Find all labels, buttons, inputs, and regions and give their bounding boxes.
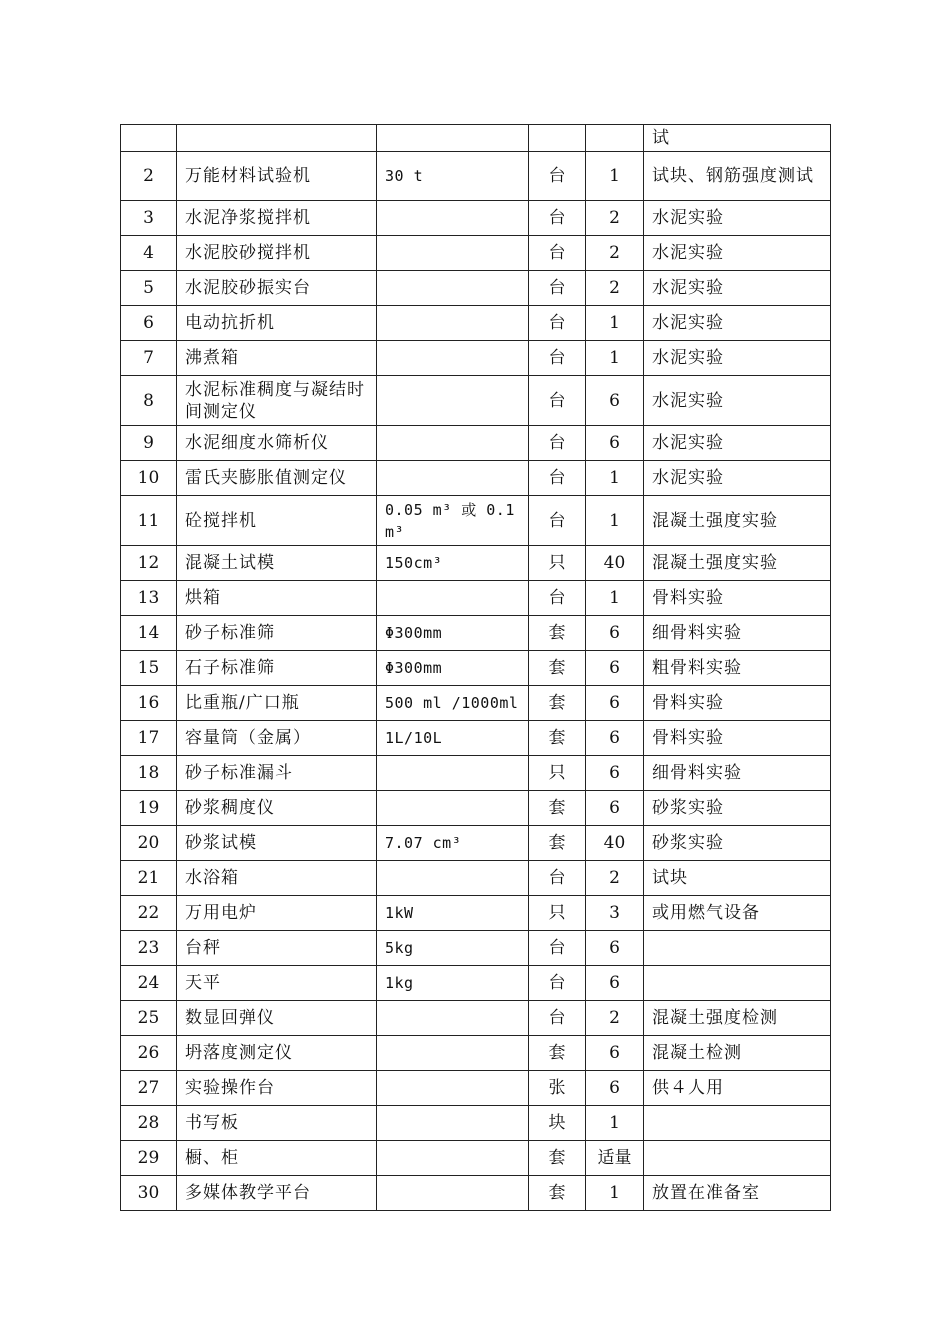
- equipment-name-cell: 雷氏夹膨胀值测定仪: [177, 461, 377, 496]
- equipment-spec-cell: 7.07 cm³: [377, 826, 529, 861]
- equipment-spec-cell: [377, 1141, 529, 1176]
- remark-cell: 水泥实验: [644, 306, 831, 341]
- remark-cell: [644, 1141, 831, 1176]
- table-row: [121, 152, 831, 201]
- equipment-spec-cell: [377, 1001, 529, 1036]
- table-row: [121, 931, 831, 966]
- table-row: [121, 826, 831, 861]
- quantity-cell: 6: [586, 1036, 644, 1071]
- equipment-name-cell: 水泥净浆搅拌机: [177, 201, 377, 236]
- remark-cell: 试块: [644, 861, 831, 896]
- unit-cell: 套: [529, 616, 586, 651]
- table-row: [121, 966, 831, 1001]
- remark-cell: 供４人用: [644, 1071, 831, 1106]
- equipment-spec-cell: 1kg: [377, 966, 529, 1001]
- equipment-spec-cell: [377, 341, 529, 376]
- quantity-cell: 2: [586, 271, 644, 306]
- remark-cell: 水泥实验: [644, 236, 831, 271]
- row-number-cell: 3: [121, 201, 177, 236]
- unit-cell: 只: [529, 896, 586, 931]
- table-row: [121, 1071, 831, 1106]
- row-number-cell: 11: [121, 496, 177, 546]
- table-row: [121, 581, 831, 616]
- unit-cell: 台: [529, 236, 586, 271]
- equipment-name-cell: 比重瓶/广口瓶: [177, 686, 377, 721]
- table-row: [121, 756, 831, 791]
- table-row: [121, 1176, 831, 1211]
- unit-cell: 台: [529, 966, 586, 1001]
- quantity-cell: 1: [586, 581, 644, 616]
- quantity-cell: 1: [586, 152, 644, 201]
- row-number-cell: 4: [121, 236, 177, 271]
- unit-cell: 套: [529, 721, 586, 756]
- remark-cell: 水泥实验: [644, 426, 831, 461]
- remark-cell: 混凝土强度实验: [644, 546, 831, 581]
- quantity-cell: 6: [586, 791, 644, 826]
- equipment-table: [120, 124, 831, 1211]
- table-row: [121, 376, 831, 426]
- table-row: [121, 651, 831, 686]
- row-number-cell: 2: [121, 152, 177, 201]
- equipment-name-cell: 天平: [177, 966, 377, 1001]
- row-number-cell: 5: [121, 271, 177, 306]
- quantity-cell: 1: [586, 306, 644, 341]
- unit-cell: 台: [529, 1001, 586, 1036]
- equipment-name-cell: 电动抗折机: [177, 306, 377, 341]
- row-number-cell: 30: [121, 1176, 177, 1211]
- equipment-spec-cell: 30 t: [377, 152, 529, 201]
- unit-cell: 台: [529, 306, 586, 341]
- equipment-name-cell: 石子标准筛: [177, 651, 377, 686]
- unit-cell: 台: [529, 341, 586, 376]
- quantity-cell: 6: [586, 616, 644, 651]
- remark-cell: 放置在准备室: [644, 1176, 831, 1211]
- equipment-name-cell: 沸煮箱: [177, 341, 377, 376]
- remark-cell: 或用燃气设备: [644, 896, 831, 931]
- quantity-cell: 6: [586, 966, 644, 1001]
- equipment-table-body: [121, 125, 831, 1211]
- equipment-name-cell: 台秤: [177, 931, 377, 966]
- remark-cell: 粗骨料实验: [644, 651, 831, 686]
- unit-cell: [529, 125, 586, 152]
- remark-cell: 混凝土检测: [644, 1036, 831, 1071]
- equipment-name-cell: 水泥胶砂搅拌机: [177, 236, 377, 271]
- row-number-cell: 8: [121, 376, 177, 426]
- row-number-cell: 6: [121, 306, 177, 341]
- unit-cell: 张: [529, 1071, 586, 1106]
- remark-cell: [644, 966, 831, 1001]
- remark-cell: 细骨料实验: [644, 616, 831, 651]
- row-number-cell: 23: [121, 931, 177, 966]
- remark-cell: [644, 931, 831, 966]
- equipment-name-cell: 数显回弹仪: [177, 1001, 377, 1036]
- equipment-spec-cell: 5kg: [377, 931, 529, 966]
- row-number-cell: 17: [121, 721, 177, 756]
- equipment-spec-cell: Φ300mm: [377, 616, 529, 651]
- quantity-cell: 1: [586, 496, 644, 546]
- equipment-spec-cell: [377, 1176, 529, 1211]
- unit-cell: 台: [529, 931, 586, 966]
- table-row: [121, 426, 831, 461]
- unit-cell: 套: [529, 651, 586, 686]
- row-number-cell: 18: [121, 756, 177, 791]
- quantity-cell: 1: [586, 341, 644, 376]
- table-row: [121, 686, 831, 721]
- quantity-cell: 6: [586, 686, 644, 721]
- equipment-spec-cell: [377, 306, 529, 341]
- equipment-name-cell: 橱、柜: [177, 1141, 377, 1176]
- row-number-cell: 19: [121, 791, 177, 826]
- remark-cell: 水泥实验: [644, 376, 831, 426]
- row-number-cell: 14: [121, 616, 177, 651]
- equipment-spec-cell: [377, 791, 529, 826]
- remark-cell: 水泥实验: [644, 341, 831, 376]
- table-row: [121, 271, 831, 306]
- remark-cell: 水泥实验: [644, 271, 831, 306]
- remark-cell: 试: [644, 125, 831, 152]
- equipment-name-cell: 万用电炉: [177, 896, 377, 931]
- row-number-cell: 13: [121, 581, 177, 616]
- quantity-cell: 3: [586, 896, 644, 931]
- quantity-cell: 6: [586, 721, 644, 756]
- equipment-spec-cell: 150cm³: [377, 546, 529, 581]
- equipment-spec-cell: [377, 1036, 529, 1071]
- unit-cell: 套: [529, 826, 586, 861]
- unit-cell: 只: [529, 546, 586, 581]
- table-row: [121, 861, 831, 896]
- remark-cell: 细骨料实验: [644, 756, 831, 791]
- equipment-name-cell: 水泥细度水筛析仪: [177, 426, 377, 461]
- row-number-cell: 12: [121, 546, 177, 581]
- row-number-cell: 28: [121, 1106, 177, 1141]
- quantity-cell: 1: [586, 461, 644, 496]
- remark-cell: [644, 1106, 831, 1141]
- row-number-cell: 9: [121, 426, 177, 461]
- quantity-cell: 40: [586, 546, 644, 581]
- equipment-name-cell: 混凝土试模: [177, 546, 377, 581]
- unit-cell: 台: [529, 496, 586, 546]
- unit-cell: 台: [529, 426, 586, 461]
- equipment-spec-cell: 1L/10L: [377, 721, 529, 756]
- table-row: [121, 496, 831, 546]
- equipment-spec-cell: 500 ml /1000ml: [377, 686, 529, 721]
- equipment-name-cell: [177, 125, 377, 152]
- equipment-spec-cell: [377, 861, 529, 896]
- row-number-cell: 25: [121, 1001, 177, 1036]
- remark-cell: 砂浆实验: [644, 826, 831, 861]
- quantity-cell: 2: [586, 236, 644, 271]
- unit-cell: 套: [529, 1176, 586, 1211]
- equipment-name-cell: 坍落度测定仪: [177, 1036, 377, 1071]
- equipment-name-cell: 砂子标准筛: [177, 616, 377, 651]
- equipment-name-cell: 砂浆试模: [177, 826, 377, 861]
- remark-cell: 试块、钢筋强度测试: [644, 152, 831, 201]
- unit-cell: 套: [529, 1141, 586, 1176]
- table-row: [121, 791, 831, 826]
- table-row: [121, 125, 831, 152]
- equipment-name-cell: 砼搅拌机: [177, 496, 377, 546]
- equipment-spec-cell: [377, 426, 529, 461]
- table-row: [121, 896, 831, 931]
- remark-cell: 骨料实验: [644, 721, 831, 756]
- unit-cell: 套: [529, 791, 586, 826]
- table-row: [121, 341, 831, 376]
- table-row: [121, 721, 831, 756]
- unit-cell: 块: [529, 1106, 586, 1141]
- equipment-spec-cell: [377, 1071, 529, 1106]
- equipment-name-cell: 多媒体教学平台: [177, 1176, 377, 1211]
- table-row: [121, 1106, 831, 1141]
- quantity-cell: 6: [586, 756, 644, 791]
- row-number-cell: 21: [121, 861, 177, 896]
- row-number-cell: 16: [121, 686, 177, 721]
- equipment-name-cell: 书写板: [177, 1106, 377, 1141]
- remark-cell: 混凝土强度实验: [644, 496, 831, 546]
- unit-cell: 套: [529, 686, 586, 721]
- row-number-cell: [121, 125, 177, 152]
- unit-cell: 台: [529, 581, 586, 616]
- remark-cell: 骨料实验: [644, 581, 831, 616]
- equipment-spec-cell: [377, 271, 529, 306]
- unit-cell: 台: [529, 376, 586, 426]
- equipment-spec-cell: 0.05 m³ 或 0.1 m³: [377, 496, 529, 546]
- quantity-cell: 2: [586, 201, 644, 236]
- unit-cell: 台: [529, 152, 586, 201]
- quantity-cell: [586, 125, 644, 152]
- equipment-name-cell: 砂子标准漏斗: [177, 756, 377, 791]
- equipment-spec-cell: [377, 756, 529, 791]
- equipment-name-cell: 实验操作台: [177, 1071, 377, 1106]
- quantity-cell: 6: [586, 426, 644, 461]
- remark-cell: 骨料实验: [644, 686, 831, 721]
- table-row: [121, 201, 831, 236]
- equipment-name-cell: 烘箱: [177, 581, 377, 616]
- table-row: [121, 236, 831, 271]
- equipment-spec-cell: [377, 236, 529, 271]
- equipment-spec-cell: [377, 1106, 529, 1141]
- equipment-spec-cell: [377, 376, 529, 426]
- equipment-name-cell: 水泥胶砂振实台: [177, 271, 377, 306]
- table-row: [121, 1141, 831, 1176]
- equipment-name-cell: 砂浆稠度仪: [177, 791, 377, 826]
- row-number-cell: 29: [121, 1141, 177, 1176]
- quantity-cell: 适量: [586, 1141, 644, 1176]
- row-number-cell: 24: [121, 966, 177, 1001]
- quantity-cell: 2: [586, 1001, 644, 1036]
- equipment-spec-cell: [377, 581, 529, 616]
- remark-cell: 水泥实验: [644, 461, 831, 496]
- equipment-name-cell: 水浴箱: [177, 861, 377, 896]
- table-row: [121, 546, 831, 581]
- remark-cell: 水泥实验: [644, 201, 831, 236]
- row-number-cell: 27: [121, 1071, 177, 1106]
- equipment-name-cell: 万能材料试验机: [177, 152, 377, 201]
- unit-cell: 台: [529, 201, 586, 236]
- unit-cell: 台: [529, 461, 586, 496]
- row-number-cell: 26: [121, 1036, 177, 1071]
- table-row: [121, 1001, 831, 1036]
- row-number-cell: 10: [121, 461, 177, 496]
- equipment-name-cell: 水泥标准稠度与凝结时间测定仪: [177, 376, 377, 426]
- quantity-cell: 6: [586, 651, 644, 686]
- quantity-cell: 1: [586, 1176, 644, 1211]
- unit-cell: 台: [529, 861, 586, 896]
- row-number-cell: 7: [121, 341, 177, 376]
- equipment-spec-cell: 1kW: [377, 896, 529, 931]
- quantity-cell: 40: [586, 826, 644, 861]
- quantity-cell: 6: [586, 1071, 644, 1106]
- table-row: [121, 461, 831, 496]
- table-row: [121, 306, 831, 341]
- equipment-spec-cell: [377, 125, 529, 152]
- table-row: [121, 616, 831, 651]
- quantity-cell: 6: [586, 931, 644, 966]
- row-number-cell: 15: [121, 651, 177, 686]
- equipment-spec-cell: Φ300mm: [377, 651, 529, 686]
- equipment-name-cell: 容量筒（金属）: [177, 721, 377, 756]
- unit-cell: 台: [529, 271, 586, 306]
- quantity-cell: 1: [586, 1106, 644, 1141]
- equipment-spec-cell: [377, 201, 529, 236]
- remark-cell: 砂浆实验: [644, 791, 831, 826]
- equipment-spec-cell: [377, 461, 529, 496]
- row-number-cell: 20: [121, 826, 177, 861]
- quantity-cell: 6: [586, 376, 644, 426]
- unit-cell: 套: [529, 1036, 586, 1071]
- row-number-cell: 22: [121, 896, 177, 931]
- unit-cell: 只: [529, 756, 586, 791]
- remark-cell: 混凝土强度检测: [644, 1001, 831, 1036]
- quantity-cell: 2: [586, 861, 644, 896]
- table-row: [121, 1036, 831, 1071]
